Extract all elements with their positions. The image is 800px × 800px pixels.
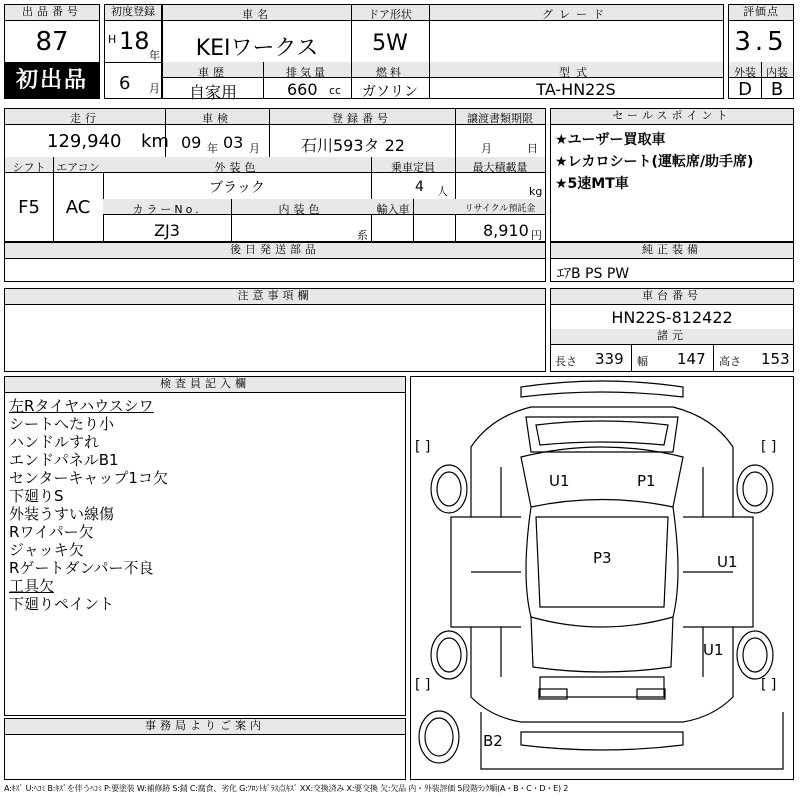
car-name-label: 車名 [242, 8, 272, 21]
shift: F5 [18, 197, 40, 218]
load-label: 最大積載量 [472, 161, 528, 174]
note-line: 左Rタイヤハウスシワ [9, 397, 154, 415]
cc-unit: cc [329, 84, 342, 97]
body-color: ブラック [209, 180, 265, 196]
chassis-label: 車台番号 [551, 289, 793, 305]
insp-year: 09 [181, 133, 202, 152]
equip-label: 純正装備 [551, 243, 793, 259]
model-label: 型式 [559, 66, 593, 79]
score-label: 評価点 [729, 5, 793, 21]
sales-point: ★ユーザー買取車 [555, 132, 666, 148]
damage-mark: B2 [483, 732, 503, 750]
dims-label: 諸元 [551, 329, 793, 345]
bracket-right-front: [ ] [761, 439, 777, 455]
chassis-box [550, 288, 794, 372]
plate: 石川593タ 22 [301, 136, 405, 155]
office-label: 事務局よりご案内 [5, 719, 405, 735]
grade-label: グレード [542, 8, 610, 21]
length: 339 [595, 350, 624, 368]
reg-year: 18 [119, 27, 150, 55]
score-box [728, 4, 794, 99]
note-line: Rゲートダンパー不良 [9, 559, 154, 577]
era: H [108, 33, 117, 46]
intcolor-label: 内装色 [278, 203, 324, 216]
legend: A:ｷｽﾞ U:ﾍｺﾐ B:ｷｽﾞを伴うﾍｺﾐ P:要塗装 W:補修跡 S:錆 C:腐食、劣化 G:ﾌﾛﾝﾄｶﾞﾗｽ点ｷｽﾞ XX:交換済み X:要交換 欠:欠品 内・外装評価 5段階ﾗﾝｸ順(A・B・C・D・E) 2 [4, 784, 569, 793]
sales-points-box [550, 108, 794, 242]
ac-label: エアコン [56, 161, 100, 174]
door-type: 5W [372, 31, 408, 56]
insp-year-unit: 年 [207, 142, 218, 155]
note-line: ハンドルすれ [9, 433, 100, 451]
fuel-label: 燃料 [376, 66, 404, 79]
lot-label: 出品番号 [5, 5, 99, 21]
transfer-month: 月 [481, 142, 492, 155]
bracket-right-rear: [ ] [761, 677, 777, 693]
mileage-label: 走行 [70, 112, 100, 125]
caution-label: 注意事項欄 [5, 289, 545, 305]
width: 147 [677, 350, 706, 368]
insp-month-unit: 月 [249, 142, 260, 155]
note-line: シートへたり小 [9, 415, 115, 433]
height: 153 [761, 350, 790, 368]
bracket-left-front: [ ] [415, 439, 431, 455]
history: 自家用 [188, 83, 237, 102]
caution-box [4, 288, 546, 372]
history-label: 車歴 [198, 66, 228, 79]
office-box [4, 718, 406, 780]
note-line: 外装うすい線傷 [9, 505, 115, 523]
month-unit: 月 [149, 82, 160, 95]
sales-point: ★レカロシート(運転席/助手席) [555, 154, 754, 170]
sales-label: セールスポイント [551, 109, 793, 125]
capacity-unit: 人 [437, 185, 448, 198]
note-line: エンドパネルB1 [9, 451, 119, 469]
km-unit: km [141, 131, 169, 152]
int-label: 内装 [766, 66, 788, 79]
chassis-number: HN22S-812422 [611, 308, 733, 327]
note-line: Rワイパー欠 [9, 523, 94, 541]
note-line: 工具欠 [9, 577, 55, 595]
ext-label: 外装 [734, 66, 756, 79]
fuel: ガソリン [362, 84, 418, 100]
note-line: 下廻りペイント [9, 595, 115, 613]
note-line: 下廻りS [9, 487, 64, 505]
badge-text: 初出品 [15, 68, 88, 93]
model-code: TA-HN22S [536, 80, 616, 99]
equipment-box [550, 242, 794, 282]
colorno-label: カラーNo. [132, 203, 202, 216]
equipment: ｴｱB PS PW [557, 266, 630, 282]
first-listing-badge [4, 62, 100, 99]
color-label: 外装色 [214, 161, 260, 174]
inspector-label: 検査員記入欄 [5, 377, 405, 393]
lot-number: 87 [35, 27, 69, 57]
damage-mark: U1 [703, 641, 724, 659]
transfer-day: 日 [527, 142, 538, 155]
note-line: ジャッキ欠 [9, 541, 84, 559]
mileage: 129,940 [47, 131, 122, 152]
import-label: 輸入車 [376, 203, 410, 216]
inspection-label: 車検 [202, 112, 232, 125]
later-parts-label: 後日発送部品 [5, 243, 545, 259]
plate-label: 登録番号 [332, 112, 392, 125]
insp-month: 03 [223, 133, 244, 152]
score-value: 3.5 [734, 27, 788, 57]
first-reg-label: 初度登録 [105, 5, 161, 21]
hgt-label: 高さ [719, 355, 741, 368]
recycle-label: リサイクル預託金 [464, 204, 536, 214]
sales-point: ★5速MT車 [555, 176, 629, 192]
ext-grade: D [738, 79, 752, 100]
shift-label: シフト [12, 161, 46, 174]
aircon: AC [65, 197, 91, 218]
capacity: 4 [415, 179, 424, 195]
car-diagram-box [410, 376, 794, 780]
damage-mark: P1 [637, 472, 656, 490]
later-parts-box [4, 242, 546, 282]
int-grade: B [770, 79, 784, 100]
door-label: ドア形状 [368, 8, 412, 21]
transfer-label: 譲渡書類期限 [467, 112, 533, 125]
displacement-label: 排気量 [286, 66, 328, 79]
damage-mark: P3 [593, 549, 612, 567]
car-diagram [411, 377, 793, 779]
load-unit: kg [529, 185, 543, 198]
inspector-box [4, 376, 406, 716]
capacity-label: 乗車定員 [391, 161, 435, 174]
len-label: 長さ [555, 355, 577, 368]
wid-label: 幅 [637, 355, 648, 368]
displacement: 660 [287, 80, 318, 99]
damage-mark: U1 [549, 472, 570, 490]
year-unit: 年 [149, 49, 160, 62]
bracket-left-rear: [ ] [415, 677, 431, 693]
first-reg-box [104, 4, 162, 99]
damage-mark: U1 [717, 553, 738, 571]
spec-box [4, 108, 546, 242]
car-name: KEIワークス [195, 36, 319, 61]
recycle-fee: 8,910 [483, 221, 529, 240]
intcolor-unit: 系 [357, 229, 368, 242]
color-number: ZJ3 [154, 221, 180, 240]
main-header-box [162, 4, 724, 102]
recycle-unit: 円 [531, 229, 542, 242]
note-line: センターキャップ1コ欠 [9, 469, 168, 487]
reg-month: 6 [119, 73, 131, 94]
